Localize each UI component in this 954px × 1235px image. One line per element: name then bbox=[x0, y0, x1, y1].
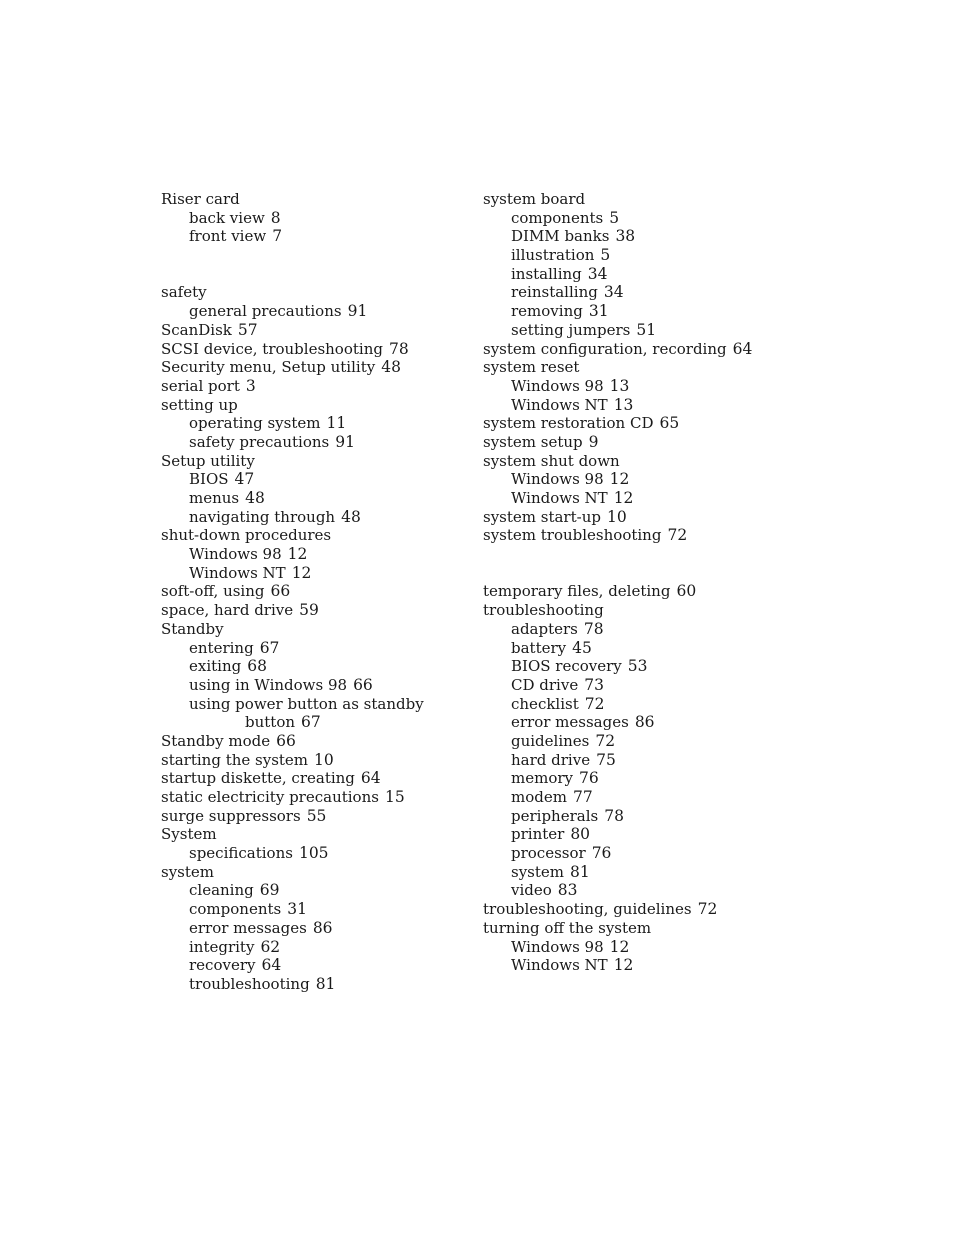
index-term: setting jumpers bbox=[511, 320, 631, 339]
index-entry bbox=[161, 190, 461, 209]
index-subentry bbox=[483, 807, 783, 826]
page-number: 53 bbox=[627, 657, 648, 676]
page-number: 10 bbox=[606, 507, 627, 526]
index-term: system start-up bbox=[483, 507, 601, 526]
index-term: Windows 98 bbox=[511, 376, 604, 395]
index-term: troubleshooting, guidelines bbox=[483, 900, 692, 919]
index-term: entering bbox=[189, 638, 254, 657]
index-entry bbox=[483, 358, 783, 377]
index-term: System bbox=[161, 825, 217, 844]
page-number: 47 bbox=[234, 470, 255, 489]
index-entry bbox=[483, 508, 783, 527]
index-entry bbox=[161, 769, 461, 788]
index-entry bbox=[483, 582, 783, 601]
index-term: printer bbox=[511, 825, 565, 844]
index-entry bbox=[161, 283, 461, 302]
index-term: front view bbox=[189, 227, 267, 246]
index-subentry bbox=[161, 414, 461, 433]
page-number: 75 bbox=[596, 750, 616, 769]
page-number: 34 bbox=[587, 264, 608, 283]
letter-group-gap bbox=[483, 545, 783, 582]
index-subentry bbox=[483, 713, 783, 732]
index-term: Windows NT bbox=[511, 395, 608, 414]
index-term: system setup bbox=[483, 432, 583, 451]
page-number: 66 bbox=[276, 731, 296, 750]
page-number: 68 bbox=[247, 657, 267, 676]
page-number: 67 bbox=[301, 713, 321, 732]
index-entry bbox=[161, 358, 461, 377]
index-term: SCSI device, troubleshooting bbox=[161, 339, 383, 358]
index-entry bbox=[483, 526, 783, 545]
page-number: 76 bbox=[579, 769, 599, 788]
page-number: 48 bbox=[341, 507, 361, 526]
page-number: 59 bbox=[299, 601, 319, 620]
page-number: 81 bbox=[315, 974, 336, 993]
index-entry bbox=[483, 190, 783, 209]
index-term: startup diskette, creating bbox=[161, 769, 355, 788]
index-term: turning off the system bbox=[483, 918, 652, 937]
index-subentry bbox=[161, 433, 461, 452]
page-number: 48 bbox=[245, 489, 265, 508]
page-number: 66 bbox=[353, 675, 373, 694]
index-term: Standby bbox=[161, 619, 224, 638]
index-subentry bbox=[161, 564, 461, 583]
page-number: 7 bbox=[272, 227, 283, 246]
index-subentry bbox=[483, 620, 783, 639]
page-number: 10 bbox=[314, 750, 334, 769]
page-number: 12 bbox=[609, 470, 630, 489]
page-number: 57 bbox=[237, 320, 258, 339]
index-entry bbox=[483, 452, 783, 471]
index-term: system shut down bbox=[483, 451, 620, 470]
index-entry bbox=[161, 526, 461, 545]
index-term: Security menu, Setup utility bbox=[161, 358, 376, 377]
index-subentry bbox=[161, 919, 461, 938]
index-term: CD drive bbox=[511, 675, 579, 694]
index-term: DIMM banks bbox=[511, 227, 610, 246]
index-entry bbox=[161, 732, 461, 751]
index-term: exiting bbox=[189, 657, 242, 676]
index-term: adapters bbox=[511, 619, 578, 638]
index-term: shut-down procedures bbox=[161, 526, 332, 545]
index-term: hard drive bbox=[511, 750, 591, 769]
page-number: 5 bbox=[609, 208, 620, 227]
index-subentry bbox=[161, 956, 461, 975]
index-subentry bbox=[161, 508, 461, 527]
index-term: peripherals bbox=[511, 806, 599, 825]
index-term: system reset bbox=[483, 358, 580, 377]
index-term: surge suppressors bbox=[161, 806, 301, 825]
index-subentry bbox=[483, 265, 783, 284]
page-number: 78 bbox=[604, 806, 624, 825]
index-term: Windows 98 bbox=[511, 937, 604, 956]
index-entry bbox=[483, 340, 783, 359]
index-entry bbox=[161, 452, 461, 471]
index-subentry bbox=[483, 863, 783, 882]
index-term: soft-off, using bbox=[161, 582, 265, 601]
index-term: safety bbox=[161, 283, 207, 302]
index-subentry bbox=[483, 470, 783, 489]
index-term: components bbox=[189, 900, 282, 919]
index-subentry bbox=[483, 881, 783, 900]
page-number: 12 bbox=[291, 563, 312, 582]
index-term: integrity bbox=[189, 937, 255, 956]
index-term: system configuration, recording bbox=[483, 339, 727, 358]
page-number: 78 bbox=[583, 619, 604, 638]
index-term: installing bbox=[511, 264, 582, 283]
index-term: serial port bbox=[161, 376, 240, 395]
index-entry bbox=[161, 321, 461, 340]
index-subentry bbox=[161, 639, 461, 658]
index-term: operating system bbox=[189, 414, 321, 433]
index-term: specifications bbox=[189, 844, 293, 863]
index-term: checklist bbox=[511, 694, 579, 713]
page-number: 86 bbox=[634, 713, 655, 732]
index-subentry bbox=[483, 209, 783, 228]
index-entry bbox=[483, 414, 783, 433]
index-term: recovery bbox=[189, 956, 256, 975]
index-subentry bbox=[483, 732, 783, 751]
index-subentry bbox=[161, 302, 461, 321]
page-number: 31 bbox=[588, 302, 609, 321]
page-number: 9 bbox=[588, 432, 599, 451]
page-number: 64 bbox=[261, 956, 282, 975]
index-entry bbox=[483, 919, 783, 938]
page-number: 72 bbox=[697, 900, 718, 919]
index-term: back view bbox=[189, 208, 265, 227]
page-number: 48 bbox=[381, 358, 401, 377]
index-subentry bbox=[161, 657, 461, 676]
page-number: 66 bbox=[270, 582, 291, 601]
page-number: 91 bbox=[335, 432, 355, 451]
index-entry bbox=[161, 751, 461, 770]
index-entry bbox=[161, 788, 461, 807]
index-term: temporary files, deleting bbox=[483, 582, 671, 601]
index-term: starting the system bbox=[161, 750, 309, 769]
page-number: 5 bbox=[600, 246, 611, 265]
index-subentry bbox=[161, 695, 461, 714]
index-term: reinstalling bbox=[511, 283, 598, 302]
index-term: battery bbox=[511, 638, 567, 657]
page-number: 72 bbox=[584, 694, 605, 713]
index-term: components bbox=[511, 208, 604, 227]
page-number: 81 bbox=[570, 862, 590, 881]
index-entry bbox=[483, 601, 783, 620]
index-term: Windows 98 bbox=[189, 545, 282, 564]
index-term: error messages bbox=[511, 713, 629, 732]
index-subentry bbox=[161, 676, 461, 695]
index-subentry bbox=[161, 713, 461, 732]
page-number: 13 bbox=[609, 376, 630, 395]
index-term: safety precautions bbox=[189, 432, 330, 451]
index-entry bbox=[161, 863, 461, 882]
index-term: menus bbox=[189, 489, 240, 508]
page-number: 91 bbox=[347, 302, 368, 321]
index-term: general precautions bbox=[189, 302, 342, 321]
index-term: system troubleshooting bbox=[483, 526, 662, 545]
index-subentry bbox=[483, 321, 783, 340]
page-number: 34 bbox=[603, 283, 624, 302]
letter-group-gap bbox=[161, 246, 461, 283]
page-number: 38 bbox=[615, 227, 636, 246]
index-subentry bbox=[161, 470, 461, 489]
page-number: 65 bbox=[659, 414, 680, 433]
index-subentry bbox=[161, 227, 461, 246]
index-entry bbox=[161, 620, 461, 639]
index-subentry bbox=[483, 489, 783, 508]
page-number: 3 bbox=[245, 376, 256, 395]
index-entry bbox=[161, 396, 461, 415]
index-term: Windows 98 bbox=[511, 470, 604, 489]
index-term: removing bbox=[511, 302, 583, 321]
page-number: 12 bbox=[613, 956, 634, 975]
page-number: 62 bbox=[260, 937, 281, 956]
page-number: 12 bbox=[609, 937, 630, 956]
index-subentry bbox=[483, 825, 783, 844]
index-subentry bbox=[161, 844, 461, 863]
index-subentry bbox=[161, 209, 461, 228]
index-subentry bbox=[483, 769, 783, 788]
index-entry bbox=[483, 900, 783, 919]
page-number: 8 bbox=[270, 208, 281, 227]
index-subentry bbox=[161, 545, 461, 564]
index-subentry bbox=[483, 283, 783, 302]
page-number: 55 bbox=[306, 806, 327, 825]
index-term: BIOS bbox=[189, 470, 229, 489]
page-number: 51 bbox=[636, 320, 657, 339]
index-term: using in Windows 98 bbox=[189, 675, 348, 694]
index-term: processor bbox=[511, 844, 586, 863]
index-entry bbox=[161, 377, 461, 396]
index-term: Setup utility bbox=[161, 451, 255, 470]
index-subentry bbox=[483, 695, 783, 714]
index-term: troubleshooting bbox=[483, 601, 604, 620]
index-term: space, hard drive bbox=[161, 601, 294, 620]
index-term: system bbox=[511, 862, 564, 881]
index-term: Windows NT bbox=[511, 956, 608, 975]
page-number: 78 bbox=[388, 339, 409, 358]
page-number: 13 bbox=[613, 395, 634, 414]
index-term: button bbox=[245, 713, 296, 732]
index-subentry bbox=[483, 302, 783, 321]
index-subentry bbox=[483, 788, 783, 807]
index-column-right bbox=[483, 190, 783, 975]
page-number: 83 bbox=[557, 881, 578, 900]
index-entry bbox=[161, 340, 461, 359]
index-term: illustration bbox=[511, 246, 595, 265]
page-number: 45 bbox=[572, 638, 592, 657]
index-subentry bbox=[483, 227, 783, 246]
index-term: video bbox=[511, 881, 552, 900]
index-term: static electricity precautions bbox=[161, 788, 379, 807]
page-number: 76 bbox=[591, 844, 612, 863]
index-term: Standby mode bbox=[161, 731, 271, 750]
page-number: 15 bbox=[384, 788, 405, 807]
index-entry bbox=[161, 582, 461, 601]
page-number: 72 bbox=[595, 731, 616, 750]
page-number: 31 bbox=[287, 900, 307, 919]
index-term: cleaning bbox=[189, 881, 254, 900]
page-number: 64 bbox=[360, 769, 381, 788]
page-number: 73 bbox=[584, 675, 604, 694]
index-subentry bbox=[483, 639, 783, 658]
index-entry bbox=[161, 601, 461, 620]
index-subentry bbox=[483, 676, 783, 695]
index-subentry bbox=[161, 900, 461, 919]
index-term: system bbox=[161, 862, 214, 881]
page-number: 72 bbox=[667, 526, 688, 545]
index-term: Riser card bbox=[161, 190, 240, 208]
index-subentry bbox=[483, 246, 783, 265]
index-term: using power button as standby bbox=[189, 694, 424, 713]
index-subentry bbox=[483, 657, 783, 676]
page-number: 80 bbox=[570, 825, 591, 844]
index-subentry bbox=[483, 377, 783, 396]
page-number: 64 bbox=[732, 339, 753, 358]
index-subentry bbox=[483, 956, 783, 975]
index-term: ScanDisk bbox=[161, 320, 232, 339]
page-number: 69 bbox=[259, 881, 280, 900]
index-subentry bbox=[161, 975, 461, 994]
page-number: 12 bbox=[613, 489, 634, 507]
index-subentry bbox=[483, 396, 783, 415]
page-number: 11 bbox=[326, 414, 347, 433]
index-term: navigating through bbox=[189, 507, 336, 526]
index-term: guidelines bbox=[511, 731, 590, 750]
index-term: BIOS recovery bbox=[511, 657, 622, 676]
page-number: 105 bbox=[298, 844, 329, 863]
index-term: Windows NT bbox=[511, 489, 608, 507]
index-term: setting up bbox=[161, 395, 238, 414]
index-term: troubleshooting bbox=[189, 974, 310, 993]
page-number: 77 bbox=[572, 788, 593, 807]
index-entry bbox=[161, 807, 461, 826]
index-subentry bbox=[161, 938, 461, 957]
index-column-left bbox=[161, 190, 461, 994]
index-term: system restoration CD bbox=[483, 414, 654, 433]
page-number: 67 bbox=[259, 638, 280, 657]
index-entry bbox=[161, 825, 461, 844]
index-subentry bbox=[161, 881, 461, 900]
index-term: error messages bbox=[189, 918, 307, 937]
index-subentry bbox=[483, 938, 783, 957]
index-subentry bbox=[483, 751, 783, 770]
index-term: system board bbox=[483, 190, 586, 208]
index-subentry bbox=[483, 844, 783, 863]
page-number: 12 bbox=[287, 545, 308, 564]
index-term: Windows NT bbox=[189, 563, 286, 582]
index-term: modem bbox=[511, 788, 567, 807]
page-number: 60 bbox=[676, 582, 697, 601]
index-subentry bbox=[161, 489, 461, 508]
index-entry bbox=[483, 433, 783, 452]
index-term: memory bbox=[511, 769, 573, 788]
page-number: 86 bbox=[312, 918, 333, 937]
